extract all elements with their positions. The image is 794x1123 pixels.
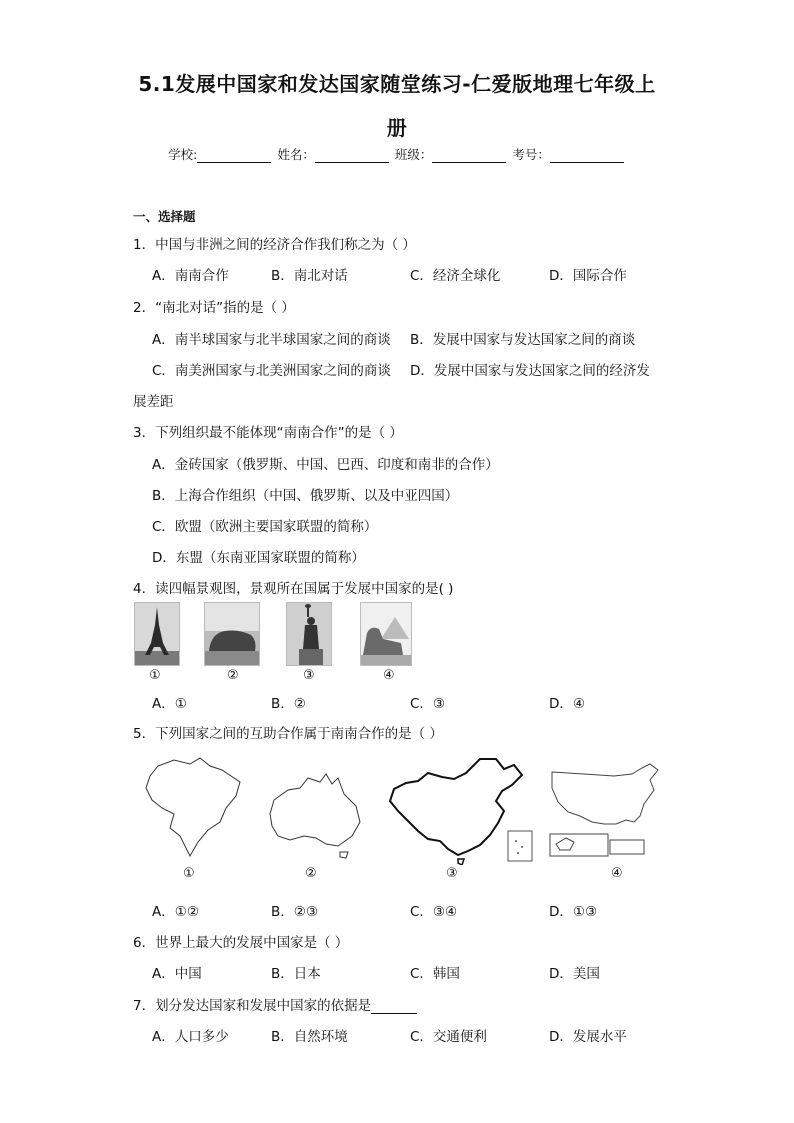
q4-label-3: ③ <box>303 668 315 683</box>
q4-label-2: ② <box>227 668 239 683</box>
class-blank[interactable] <box>432 148 506 163</box>
q3-option-c[interactable]: C．欧盟（欧洲主要国家联盟的简称） <box>152 519 378 535</box>
question-2-stem: 2．“南北对话”指的是（ ） <box>133 300 295 316</box>
number-blank[interactable] <box>550 148 624 163</box>
q1-option-c[interactable]: C．经济全球化 <box>410 268 501 284</box>
q6-option-c[interactable]: C．韩国 <box>410 966 460 982</box>
australia-outline-icon <box>264 768 364 860</box>
q6-option-b[interactable]: B．日本 <box>271 966 321 982</box>
question-1-stem: 1．中国与非洲之间的经济合作我们称之为（ ） <box>133 237 416 253</box>
q7-option-a[interactable]: A．人口多少 <box>152 1029 229 1045</box>
eiffel-tower-icon <box>135 603 179 665</box>
q4-option-d[interactable]: D．④ <box>549 696 585 712</box>
q6-option-d[interactable]: D．美国 <box>549 966 600 982</box>
q2-option-d[interactable]: D．发展中国家与发达国家之间的经济发 <box>410 363 650 379</box>
name-label: 姓名： <box>277 147 315 162</box>
q4-option-a[interactable]: A．① <box>152 696 187 712</box>
usa-outline-icon <box>544 758 670 862</box>
q6-option-a[interactable]: A．中国 <box>152 966 202 982</box>
q3-option-d[interactable]: D．东盟（东南亚国家联盟的简称） <box>152 550 365 566</box>
school-label: 学校: <box>168 147 198 162</box>
q4-option-c[interactable]: C．③ <box>410 696 446 712</box>
q5-label-4: ④ <box>611 866 623 881</box>
q4-label-4: ④ <box>383 668 395 683</box>
q7-option-c[interactable]: C．交通便利 <box>410 1029 487 1045</box>
q5-option-b[interactable]: B．②③ <box>271 904 318 920</box>
map-brazil <box>140 752 244 862</box>
map-china <box>384 755 544 865</box>
china-outline-icon <box>384 755 544 865</box>
q5-label-1: ① <box>183 866 195 881</box>
student-info-line <box>0 145 794 163</box>
q2-option-a[interactable]: A．南半球国家与北半球国家之间的商谈 <box>152 332 391 348</box>
q5-option-a[interactable]: A．①② <box>152 904 199 920</box>
page-title-continued: 册 <box>386 116 408 140</box>
question-3-stem: 3．下列组织最不能体现“南南合作”的是（ ） <box>133 425 403 441</box>
q1-option-a[interactable]: A．南南合作 <box>152 268 229 284</box>
q5-option-c[interactable]: C．③④ <box>410 904 458 920</box>
q4-label-1: ① <box>149 668 161 683</box>
class-label: 班级： <box>394 147 433 162</box>
q2-option-c[interactable]: C．南美洲国家与北美洲国家之间的商谈 <box>152 363 391 379</box>
q7-option-b[interactable]: B．自然环境 <box>271 1029 348 1045</box>
page-title: 5.1发展中国家和发达国家随堂练习-仁爱版地理七年级上 <box>138 72 656 96</box>
map-usa <box>544 758 670 862</box>
q5-label-3: ③ <box>446 866 458 881</box>
sphinx-pyramid-icon <box>361 603 411 665</box>
q3-option-b[interactable]: B．上海合作组织（中国、俄罗斯、以及中亚四国） <box>152 488 459 504</box>
answer-blank[interactable] <box>371 1000 417 1014</box>
school-blank[interactable] <box>197 148 271 163</box>
q2-option-b[interactable]: B．发展中国家与发达国家之间的商谈 <box>410 332 636 348</box>
map-australia <box>264 768 364 860</box>
q1-option-d[interactable]: D．国际合作 <box>549 268 627 284</box>
name-blank[interactable] <box>315 148 389 163</box>
number-label: 考号： <box>512 147 550 162</box>
uluru-rock-icon <box>205 603 259 665</box>
q7-option-d[interactable]: D．发展水平 <box>549 1029 627 1045</box>
q5-label-2: ② <box>305 866 317 881</box>
question-7-text: 7．划分发达国家和发展中国家的依据是 <box>133 998 372 1014</box>
photo-eiffel-tower <box>134 602 180 666</box>
q1-option-b[interactable]: B．南北对话 <box>271 268 348 284</box>
q4-option-b[interactable]: B．② <box>271 696 306 712</box>
question-7-stem <box>133 994 417 1014</box>
question-5-stem: 5．下列国家之间的互助合作属于南南合作的是（ ） <box>133 726 443 742</box>
photo-statue-of-liberty <box>286 602 332 666</box>
question-6-stem: 6．世界上最大的发展中国家是（ ） <box>133 935 349 951</box>
brazil-outline-icon <box>140 752 244 862</box>
section-heading: 一、选择题 <box>133 209 196 224</box>
statue-of-liberty-icon <box>287 603 331 665</box>
q2-option-d-continued: 展差距 <box>133 394 174 410</box>
photo-uluru <box>204 602 260 666</box>
q5-option-d[interactable]: D．①③ <box>549 904 598 920</box>
photo-sphinx <box>360 602 412 666</box>
question-4-stem: 4．读四幅景观图，景观所在国属于发展中国家的是( ) <box>133 581 454 597</box>
q3-option-a[interactable]: A．金砖国家（俄罗斯、中国、巴西、印度和南非的合作） <box>152 457 499 473</box>
